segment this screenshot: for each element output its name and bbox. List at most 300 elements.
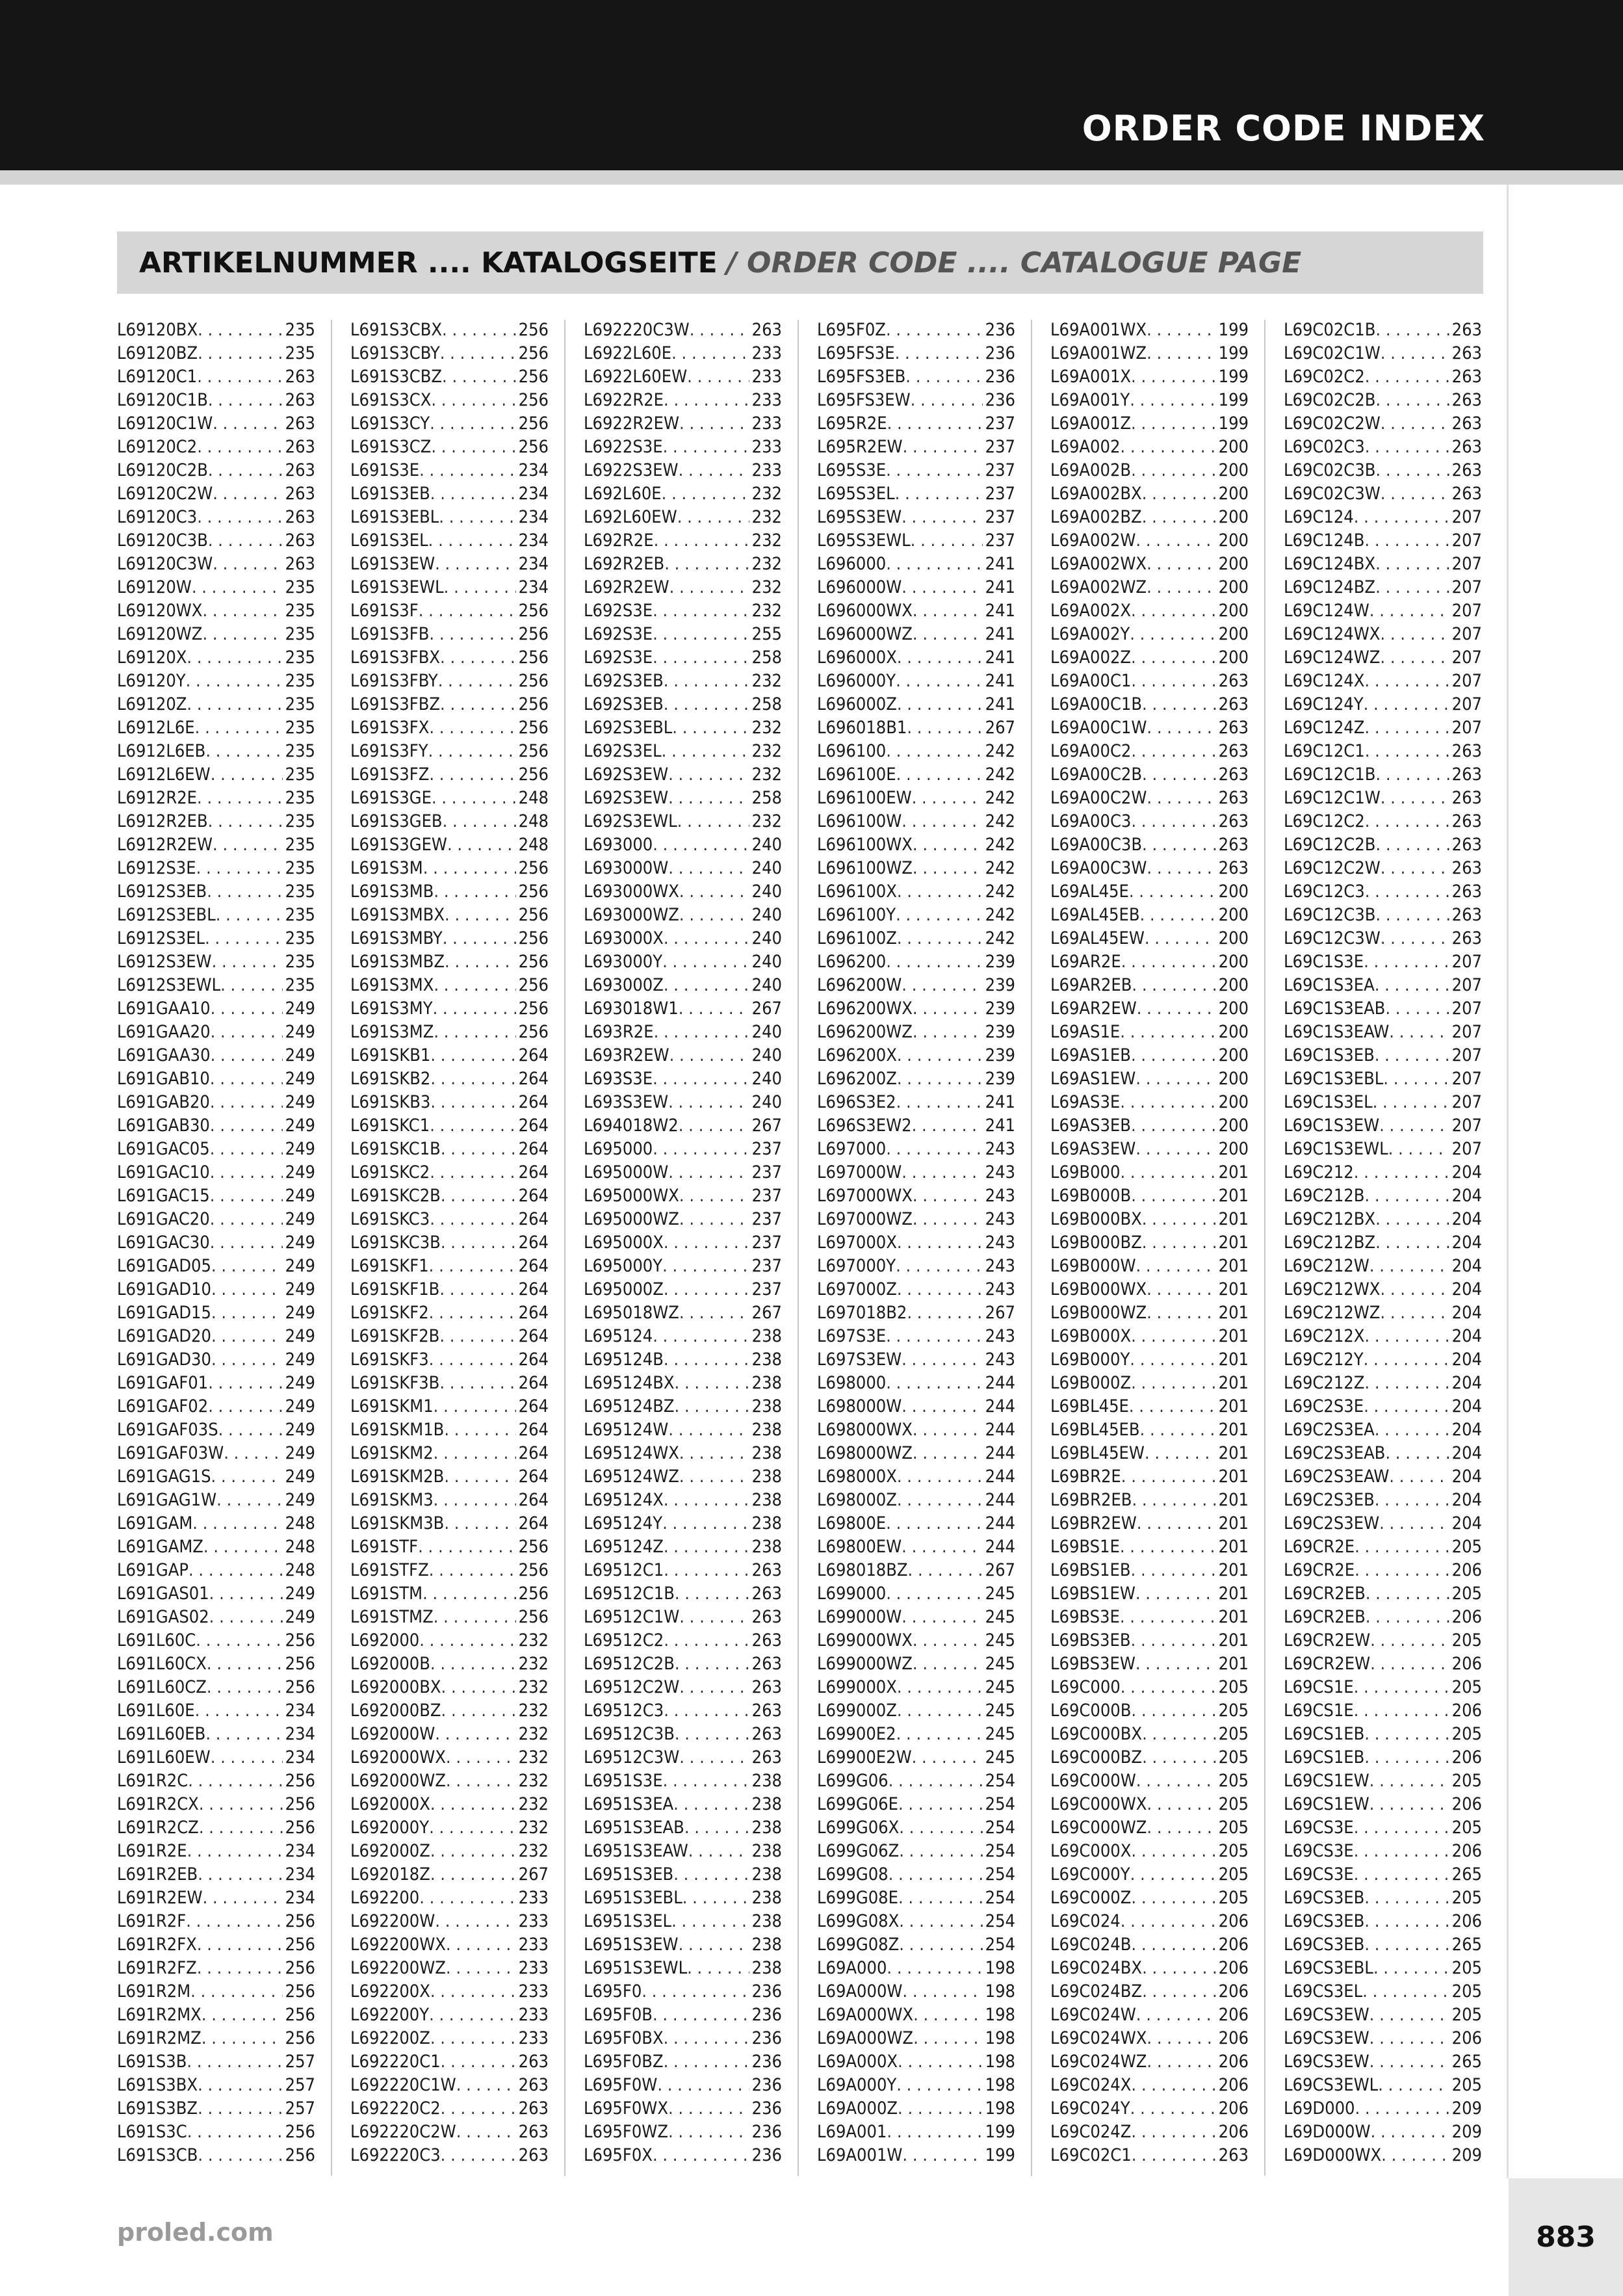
- order-code: L69A001WX: [1050, 320, 1147, 340]
- index-entry: [1284, 1606, 1482, 1629]
- dot-leader: [1136, 1138, 1215, 1161]
- order-code: L696100EW: [817, 788, 912, 808]
- catalogue-page: 241: [985, 694, 1015, 714]
- index-entry: [117, 1114, 315, 1138]
- order-code: L69120Z: [117, 694, 187, 714]
- dot-leader: [1131, 1629, 1216, 1652]
- catalogue-page: 206: [1218, 2098, 1249, 2119]
- order-code: L691SKF1B: [350, 1279, 440, 1299]
- order-code: L69C024WX: [1050, 2028, 1147, 2048]
- dot-leader: [1136, 529, 1215, 553]
- dot-leader: [1142, 506, 1216, 529]
- dot-leader: [209, 1582, 283, 1606]
- dot-leader: [664, 1559, 749, 1582]
- order-code: L691S3GE: [350, 788, 432, 808]
- catalogue-page: 238: [751, 1771, 782, 1791]
- index-entry: [1050, 763, 1249, 787]
- catalogue-page: 256: [518, 343, 549, 363]
- catalogue-page: 234: [518, 530, 549, 551]
- catalogue-page: 201: [1218, 1467, 1249, 1487]
- order-code: L69CR2EB: [1284, 1584, 1366, 1604]
- dot-leader: [434, 1442, 516, 1465]
- index-entry: [1284, 927, 1482, 950]
- order-code: L699000WZ: [817, 1654, 913, 1674]
- index-entry: [117, 1863, 315, 1886]
- order-code: L695124BX: [584, 1373, 675, 1393]
- catalogue-page: 244: [985, 1513, 1015, 1533]
- dot-leader: [1373, 1957, 1449, 1980]
- dot-leader: [203, 1886, 283, 1910]
- catalogue-page: 238: [751, 1350, 782, 1370]
- catalogue-page: 207: [1451, 1022, 1482, 1042]
- order-code: L696200X: [817, 1045, 897, 1065]
- index-entry: [117, 1512, 315, 1535]
- order-code: L69A002Y: [1050, 624, 1130, 644]
- order-code: L693R2E: [584, 1022, 654, 1042]
- index-entry: [1050, 482, 1249, 506]
- index-entry: [1284, 1840, 1482, 1863]
- catalogue-page: 235: [285, 718, 315, 738]
- order-code: L691GAB10: [117, 1069, 210, 1089]
- order-code: L695124WX: [584, 1443, 679, 1463]
- dot-leader: [1131, 412, 1216, 436]
- index-entry: [117, 1886, 315, 1910]
- order-code: L6951S3EAW: [584, 1841, 688, 1861]
- dot-leader: [197, 1957, 283, 1980]
- catalogue-page: 200: [1218, 1092, 1249, 1112]
- order-code: L69CS1E: [1284, 1701, 1354, 1721]
- catalogue-page: 238: [751, 1396, 782, 1416]
- order-code: L692018Z: [350, 1864, 430, 1885]
- order-code: L691S3EWL: [350, 577, 444, 597]
- index-entry: [117, 506, 315, 529]
- header-strip: [0, 170, 1623, 185]
- order-code: L699G08Z: [817, 1935, 900, 1955]
- order-code: L69C124X: [1284, 671, 1365, 691]
- column-divider: [1031, 320, 1032, 2176]
- index-entry: [584, 482, 782, 506]
- index-entry: [117, 1021, 315, 1044]
- dot-leader: [911, 389, 983, 412]
- catalogue-page: 256: [518, 741, 549, 761]
- index-entry: [350, 1114, 549, 1138]
- order-code: L69A001Y: [1050, 390, 1130, 410]
- index-entry: [817, 857, 1015, 880]
- dot-leader: [1370, 1652, 1449, 1676]
- catalogue-page: 207: [1451, 647, 1482, 668]
- order-code: L696200W: [817, 975, 902, 995]
- order-code: L696100WZ: [817, 858, 913, 878]
- catalogue-page: 263: [1451, 320, 1482, 340]
- order-code: L691L60EW: [117, 1747, 211, 1768]
- order-code: L691GAC15: [117, 1186, 210, 1206]
- catalogue-page: 249: [285, 1233, 315, 1253]
- catalogue-page: 256: [285, 1818, 315, 1838]
- catalogue-page: 205: [1451, 1584, 1482, 1604]
- order-code: L69120X: [117, 647, 187, 668]
- index-entry: [817, 599, 1015, 623]
- dot-leader: [430, 2027, 516, 2050]
- order-code: L69A000WZ: [817, 2028, 914, 2048]
- index-entry: [117, 810, 315, 833]
- dot-leader: [1375, 459, 1449, 482]
- catalogue-page: 201: [1218, 1513, 1249, 1533]
- order-code: L693018W1: [584, 998, 679, 1019]
- order-code: L691SKM2: [350, 1443, 434, 1463]
- dot-leader: [429, 1348, 516, 1372]
- dot-leader: [440, 342, 516, 365]
- dot-leader: [1131, 2074, 1215, 2097]
- order-code: L699000Z: [817, 1701, 897, 1721]
- index-entry: [117, 1933, 315, 1957]
- dot-leader: [198, 2097, 283, 2120]
- dot-leader: [1131, 670, 1215, 693]
- dot-leader: [434, 1021, 515, 1044]
- catalogue-page: 235: [285, 577, 315, 597]
- dot-leader: [201, 2003, 283, 2027]
- order-code: L691GAF02: [117, 1396, 209, 1416]
- order-code: L6912S3E: [117, 858, 196, 878]
- catalogue-page: 205: [1451, 1724, 1482, 1744]
- order-code: L69512C1B: [584, 1584, 675, 1604]
- index-entry: [117, 482, 315, 506]
- catalogue-page: 237: [985, 507, 1015, 527]
- index-entry: [1050, 389, 1249, 412]
- catalogue-page: 198: [985, 2028, 1015, 2048]
- catalogue-page: 264: [518, 1092, 549, 1112]
- index-entry: [817, 1840, 1015, 1863]
- order-code: L69A002W: [1050, 530, 1136, 551]
- catalogue-page: 254: [985, 1864, 1015, 1885]
- dot-leader: [668, 763, 749, 787]
- catalogue-page: 245: [985, 1584, 1015, 1604]
- catalogue-page: 256: [518, 413, 549, 434]
- dot-leader: [653, 623, 749, 646]
- order-code: L695000WZ: [584, 1209, 679, 1229]
- index-entry: [1050, 1348, 1249, 1372]
- catalogue-page: 256: [518, 367, 549, 387]
- dot-leader: [439, 1325, 515, 1348]
- catalogue-page: 263: [518, 2098, 549, 2119]
- index-entry: [1050, 1980, 1249, 2003]
- catalogue-page: 201: [1218, 1560, 1249, 1580]
- order-code: L69CS1EW: [1284, 1771, 1370, 1791]
- index-entry: [350, 553, 549, 576]
- dot-leader: [440, 646, 516, 670]
- catalogue-page: 243: [985, 1209, 1015, 1229]
- index-entry: [817, 1372, 1015, 1395]
- order-code: L69C2S3EW: [1284, 1513, 1380, 1533]
- catalogue-page: 258: [751, 647, 782, 668]
- index-entry: [1284, 763, 1482, 787]
- index-entry: [584, 1091, 782, 1114]
- dot-leader: [213, 412, 282, 436]
- order-code: L695018WZ: [584, 1303, 679, 1323]
- catalogue-page: 205: [1451, 1818, 1482, 1838]
- order-code: L691STF: [350, 1537, 419, 1557]
- dot-leader: [1136, 1582, 1216, 1606]
- catalogue-page: 263: [1451, 811, 1482, 831]
- index-entry: [584, 2050, 782, 2074]
- dot-leader: [669, 576, 749, 599]
- order-code: L696000Y: [817, 671, 896, 691]
- index-entry: [117, 740, 315, 763]
- index-entry: [584, 2074, 782, 2097]
- catalogue-page: 256: [518, 320, 549, 340]
- order-code: L69120C1W: [117, 413, 213, 434]
- order-code: L69BL45E: [1050, 1396, 1129, 1416]
- catalogue-page: 265: [1451, 1864, 1482, 1885]
- catalogue-page: 232: [518, 1794, 549, 1814]
- order-code: L695S3EW: [817, 507, 902, 527]
- order-code: L691R2E: [117, 1841, 187, 1861]
- index-entry: [817, 716, 1015, 740]
- catalogue-page: 263: [1218, 788, 1249, 808]
- order-code: L692000W: [350, 1724, 435, 1744]
- dot-leader: [897, 1231, 983, 1255]
- index-entry: [1050, 1442, 1249, 1465]
- catalogue-page: 206: [1218, 2075, 1249, 2095]
- dot-leader: [207, 1652, 283, 1676]
- dot-leader: [1365, 740, 1449, 763]
- order-code: L691S3EW: [350, 554, 435, 574]
- order-code: L697000W: [817, 1162, 902, 1182]
- order-code: L69C000Z: [1050, 1888, 1132, 1908]
- dot-leader: [211, 1255, 283, 1278]
- catalogue-page: 234: [285, 1724, 315, 1744]
- index-entry: [584, 810, 782, 833]
- dot-leader: [441, 1699, 516, 1723]
- catalogue-page: 233: [518, 1935, 549, 1955]
- index-entry: [817, 389, 1015, 412]
- order-code: L692000WZ: [350, 1771, 446, 1791]
- order-code: L697000Z: [817, 1279, 897, 1299]
- index-entry: [817, 1957, 1015, 1980]
- catalogue-page: 263: [751, 1654, 782, 1674]
- index-entry: [350, 810, 549, 833]
- dot-leader: [1131, 1325, 1216, 1348]
- order-code: L691R2CX: [117, 1794, 199, 1814]
- catalogue-page: 249: [285, 1115, 315, 1136]
- dot-leader: [663, 436, 749, 459]
- catalogue-page: 207: [1451, 601, 1482, 621]
- order-code: L6951S3E: [584, 1771, 663, 1791]
- catalogue-page: 263: [1451, 484, 1482, 504]
- order-code: L691R2C: [117, 1771, 188, 1791]
- catalogue-page: 264: [518, 1045, 549, 1065]
- catalogue-page: 206: [1451, 2028, 1482, 2048]
- order-code: L696S3E2: [817, 1092, 896, 1112]
- dot-leader: [441, 2097, 516, 2120]
- index-entry: [1050, 997, 1249, 1021]
- index-entry: [117, 1044, 315, 1067]
- catalogue-page: 263: [1451, 413, 1482, 434]
- catalogue-page: 200: [1218, 998, 1249, 1019]
- order-code: L697000WZ: [817, 1209, 913, 1229]
- catalogue-page: 249: [285, 1584, 315, 1604]
- dot-leader: [430, 1840, 516, 1863]
- catalogue-page: 206: [1218, 2005, 1249, 2025]
- dot-leader: [1365, 880, 1449, 904]
- order-code: L69800E: [817, 1513, 887, 1533]
- dot-leader: [679, 1114, 749, 1138]
- catalogue-page: 263: [1218, 2145, 1249, 2165]
- index-entry: [1050, 2050, 1249, 2074]
- order-code: L69BR2EB: [1050, 1490, 1132, 1510]
- dot-leader: [664, 1348, 749, 1372]
- catalogue-page: 238: [751, 1935, 782, 1955]
- order-code: L691R2EW: [117, 1888, 203, 1908]
- catalogue-page: 201: [1218, 1233, 1249, 1253]
- order-code: L699G06X: [817, 1818, 900, 1838]
- index-entry: [584, 1582, 782, 1606]
- dot-leader: [211, 1044, 283, 1067]
- dot-leader: [668, 1091, 749, 1114]
- order-code: L695S3EWL: [817, 530, 911, 551]
- index-entry: [117, 2074, 315, 2097]
- index-entry: [817, 1395, 1015, 1418]
- catalogue-page: 244: [985, 1373, 1015, 1393]
- order-code: L695FS3EB: [817, 367, 906, 387]
- dot-leader: [664, 1231, 749, 1255]
- index-entry: [1284, 1138, 1482, 1161]
- index-entry: [817, 553, 1015, 576]
- catalogue-page: 200: [1218, 975, 1249, 995]
- catalogue-page: 233: [518, 1981, 549, 2002]
- order-code: L69C124Z: [1284, 718, 1365, 738]
- catalogue-page: 238: [751, 1513, 782, 1533]
- order-code: L69CS1EW: [1284, 1794, 1370, 1814]
- catalogue-page: 248: [285, 1560, 315, 1580]
- order-code: L693R2EW: [584, 1045, 669, 1065]
- dot-leader: [434, 880, 515, 904]
- index-entry: [817, 529, 1015, 553]
- dot-leader: [1375, 389, 1449, 412]
- index-entry: [350, 1348, 549, 1372]
- order-code: L69900E2W: [817, 1747, 912, 1768]
- order-code: L691GAS01: [117, 1584, 209, 1604]
- dot-leader: [913, 1442, 983, 1465]
- index-entry: [1284, 1372, 1482, 1395]
- catalogue-page: 236: [751, 2028, 782, 2048]
- catalogue-page: 267: [985, 1303, 1015, 1323]
- catalogue-page: 249: [285, 1490, 315, 1510]
- order-code: L69C2S3EB: [1284, 1490, 1375, 1510]
- index-entry: [817, 1652, 1015, 1676]
- index-entry: [817, 1301, 1015, 1325]
- catalogue-page: 233: [518, 1888, 549, 1908]
- dot-leader: [419, 459, 516, 482]
- index-entry: [117, 763, 315, 787]
- catalogue-page: 201: [1218, 1443, 1249, 1463]
- index-entry: [117, 2120, 315, 2144]
- catalogue-page: 206: [1451, 1794, 1482, 1814]
- index-entry: [1284, 2120, 1482, 2144]
- catalogue-page: 198: [985, 2052, 1015, 2072]
- order-code: L695000X: [584, 1233, 664, 1253]
- index-entry: [1284, 2074, 1482, 2097]
- dot-leader: [196, 857, 283, 880]
- dot-leader: [1370, 2027, 1449, 2050]
- dot-leader: [905, 365, 982, 389]
- index-entry: [117, 1372, 315, 1395]
- catalogue-page: 256: [518, 694, 549, 714]
- dot-leader: [1142, 1957, 1216, 1980]
- catalogue-page: 205: [1218, 1701, 1249, 1721]
- index-entry: [584, 1629, 782, 1652]
- catalogue-page: 205: [1218, 1818, 1249, 1838]
- index-entry: [1050, 1910, 1249, 1933]
- order-code: L692S3EB: [584, 694, 664, 714]
- index-entry: [350, 1535, 549, 1559]
- catalogue-page: 199: [985, 2122, 1015, 2142]
- dot-leader: [911, 529, 983, 553]
- dot-leader: [1147, 2050, 1215, 2074]
- index-entry: [350, 482, 549, 506]
- catalogue-page: 201: [1218, 1279, 1249, 1299]
- order-code: L692S3EW: [584, 788, 669, 808]
- catalogue-page: 235: [285, 320, 315, 340]
- dot-leader: [907, 716, 982, 740]
- catalogue-page: 234: [518, 577, 549, 597]
- index-entry: [350, 2120, 549, 2144]
- index-entry: [117, 1629, 315, 1652]
- dot-leader: [1147, 716, 1215, 740]
- order-code: L695F0Z: [817, 320, 886, 340]
- catalogue-page: 256: [518, 1560, 549, 1580]
- dot-leader: [913, 2003, 983, 2027]
- dot-leader: [205, 927, 283, 950]
- order-code: L691GAD20: [117, 1326, 211, 1346]
- order-code: L69BL45EB: [1050, 1420, 1140, 1440]
- dot-leader: [913, 1021, 983, 1044]
- index-entry: [584, 1161, 782, 1184]
- dot-leader: [1147, 2027, 1215, 2050]
- catalogue-page: 237: [751, 1256, 782, 1276]
- order-code: L6951S3EW: [584, 1935, 679, 1955]
- catalogue-page: 201: [1218, 1537, 1249, 1557]
- index-entry: [117, 553, 315, 576]
- catalogue-page: 241: [985, 1092, 1015, 1112]
- dot-leader: [430, 1980, 516, 2003]
- order-code: L69C02C1B: [1284, 320, 1376, 340]
- dot-leader: [887, 2120, 982, 2144]
- dot-leader: [913, 1208, 983, 1231]
- dot-leader: [1380, 623, 1449, 646]
- order-code: L69AL45EB: [1050, 905, 1140, 925]
- index-entry: [117, 880, 315, 904]
- dot-leader: [1147, 342, 1216, 365]
- catalogue-page: 236: [985, 320, 1015, 340]
- catalogue-page: 237: [751, 1279, 782, 1299]
- catalogue-page: 241: [985, 1115, 1015, 1136]
- order-code: L691GAMZ: [117, 1537, 203, 1557]
- index-entry: [817, 2027, 1015, 2050]
- dot-leader: [210, 1067, 283, 1091]
- catalogue-page: 264: [518, 1513, 549, 1533]
- index-entry: [1050, 576, 1249, 599]
- catalogue-page: 207: [1451, 577, 1482, 597]
- index-entry: [1284, 1699, 1482, 1723]
- order-code: L6912L6EB: [117, 741, 206, 761]
- dot-leader: [897, 927, 983, 950]
- order-code: L691S3CBZ: [350, 367, 443, 387]
- dot-leader: [912, 1746, 983, 1769]
- dot-leader: [1364, 1325, 1449, 1348]
- order-code: L6912S3EL: [117, 928, 205, 948]
- dot-leader: [1120, 1161, 1215, 1184]
- index-entry: [117, 2027, 315, 2050]
